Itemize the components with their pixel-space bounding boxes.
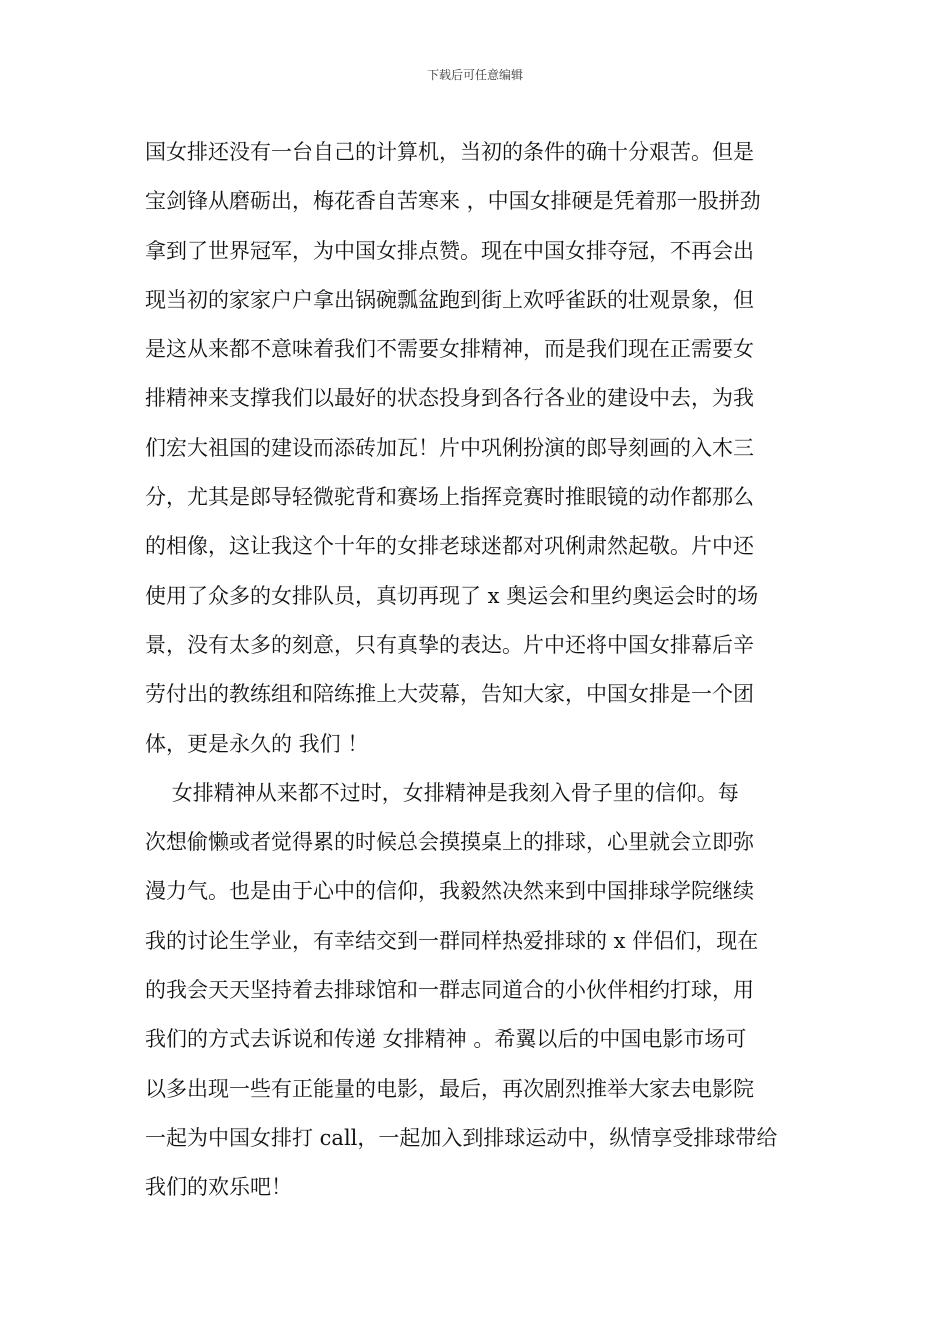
text-line: 现当初的家家户户拿出锅碗瓢盆跑到街上欢呼雀跃的壮观景象，但 xyxy=(145,287,754,312)
text-line: 我们的欢乐吧！ xyxy=(145,1175,292,1200)
text-line: 漫力气。也是由于心中的信仰，我毅然决然来到中国排球学院继续 xyxy=(145,879,754,904)
text-line: 分，尤其是郎导轻微驼背和赛场上指挥竞赛时推眼镜的动作都那么 xyxy=(145,485,754,510)
text-line: 我的讨论生学业，有幸结交到一群同样热爱排球的 x 伴侣们，现在 xyxy=(145,928,759,953)
body-text xyxy=(145,128,810,1213)
text-line: 宝剑锋从磨砺出，梅花香自苦寒来 ，中国女排硬是凭着那一股拼劲 xyxy=(145,189,761,214)
text-line: 体，更是永久的 我们 ！ xyxy=(145,731,369,756)
text-line: 拿到了世界冠军，为中国女排点赞。现在中国女排夺冠，不再会出 xyxy=(145,238,754,263)
page-header: 下载后可任意编辑 xyxy=(426,68,523,82)
text-line: 国女排还没有一台自己的计算机，当初的条件的确十分艰苦。但是 xyxy=(145,140,754,164)
text-line: 劳付出的教练组和陪练推上大荧幕，告知大家，中国女排是一个团 xyxy=(145,682,754,707)
text-line: 使用了众多的女排队员，真切再现了 x 奥运会和里约奥运会时的场 xyxy=(145,583,759,608)
text-line: 们宏大祖国的建设而添砖加瓦！片中巩俐扮演的郎导刻画的入木三 xyxy=(145,435,754,460)
text-line: 以多出现一些有正能量的电影，最后，再次剧烈推举大家去电影院 xyxy=(145,1076,754,1101)
text-line: 是这从来都不意味着我们不需要女排精神，而是我们现在正需要女 xyxy=(145,337,754,362)
text-line: 次想偷懒或者觉得累的时候总会摸摸桌上的排球，心里就会立即弥 xyxy=(145,830,754,855)
text-line: 排精神来支撑我们以最好的状态投身到各行各业的建设中去，为我 xyxy=(145,386,754,411)
text-line: 的我会天天坚持着去排球馆和一群志同道合的小伙伴相约打球，用 xyxy=(145,978,754,1003)
text-line: 景，没有太多的刻意，只有真挚的表达。片中还将中国女排幕后辛 xyxy=(145,632,754,657)
text-line: 的相像，这让我这个十年的女排老球迷都对巩俐肃然起敬。片中还 xyxy=(145,534,754,559)
paragraph-start-line: 女排精神从来都不过时，女排精神是我刻入骨子里的信仰。每 xyxy=(145,780,739,805)
text-line: 一起为中国女排打 call，一起加入到排球运动中，纵情享受排球带给 xyxy=(145,1125,778,1150)
text-line: 我们的方式去诉说和传递 女排精神 。希翼以后的中国电影市场可 xyxy=(145,1027,747,1052)
